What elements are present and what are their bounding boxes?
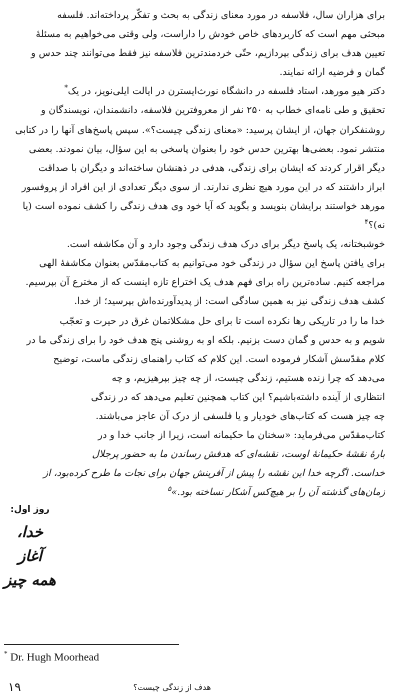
text-line: گمان و فرضیه ارائه نمایند. — [279, 67, 385, 79]
footnote-ref-4: ۴ — [364, 217, 369, 226]
text-line: منتشر نمود. بعضی‌ها بهترین حدس خود را بعنوان پاسخی به این سؤال، بیان نمودند. بعضی — [28, 143, 385, 155]
margin-note-day: روز اول: — [10, 505, 50, 515]
footnote-marker: * — [64, 84, 68, 93]
footnote-marker: * — [4, 650, 8, 658]
paragraph-4 — [12, 312, 395, 503]
text-line: کتاب‌مقدّس می‌فرماید: «سخنان ما حکیمانه است، زیرا از جانب خدا و در — [97, 430, 385, 442]
text-line: دیگر اقرار کردند که ایشان برای زندگی، هدفی در ذهنشان ساخته‌اند و دیگران با صداقت — [38, 162, 385, 174]
text-line: مبحثی مهم است که کاربردهای خاص خودش را داراست، ولی وقتی می‌خواهیم به مسئلهٔ — [35, 29, 385, 41]
paragraph-1 — [12, 6, 395, 82]
text-line: برای هزاران سال، فلاسفه در مورد معنای زندگی به بحث و تفکّر پرداخته‌اند. فلسفه — [57, 10, 385, 21]
text-line: خداست. اگرچه خدا این نقشه را پیش از آفرینش جهان برای نجات ما طرح کرده‌بود، از — [43, 468, 385, 480]
page-number: ۱۹ — [8, 680, 21, 694]
text-line: تحقیق و طی نامه‌ای خطاب به ۲۵۰ نفر از معروفترین فلاسفه، دانشمندان، نویسندگان و — [40, 105, 385, 117]
text-line: مورهد خواستند برایشان بنویسد و بگوید که آیا خود وی هدف زندگی را کشف نموده است (یا — [22, 200, 385, 212]
footnote-text: Dr. Hugh Moorhead — [10, 651, 100, 664]
footnote-ref-5: ۵ — [167, 485, 172, 494]
paragraph-3 — [12, 235, 395, 311]
margin-note-line: همه چیز — [4, 571, 56, 589]
footnote-divider — [4, 644, 179, 645]
text-line: زمان‌های گذشته آن را بر هیچ‌کس آشکار نساخته بود.»$^۵$ — [167, 485, 385, 499]
text-line: بارهٔ نقشهٔ حکیمانهٔ اوست، نقشه‌ای که هدفش رساندن ما به حضور پرجلال — [92, 449, 385, 461]
body-text — [12, 6, 395, 502]
text-line: کلام مقدّسش آشکار فرموده است. این کلام که کتاب راهنمای زندگی ماست، توضیح — [53, 353, 385, 365]
text-line: خوشبختانه، یک پاسخ دیگر برای درک هدف زندگی وجود دارد و آن مکاشفه است. — [66, 239, 385, 251]
margin-note-line: آغاز — [18, 547, 42, 565]
text-line: خدا ما را در تاریکی رها نکرده است تا برای حل مشکلاتمان غرق در حیرت و تعجّب — [59, 315, 385, 327]
text-line: نه)؟$^۴$ — [364, 217, 385, 232]
footnote — [4, 650, 99, 664]
text-line: کشف هدف زندگی نیز به همین سادگی است: از پدیدآورنده‌اش بپرسید؛ از خدا. — [74, 296, 385, 308]
text-line: می‌دهد که چرا زنده هستیم، زندگی چیست، از چه چیز بپرهیزیم، و چه — [111, 372, 385, 384]
text-line: شویم و به حدس و گمان دست بزنیم. بلکه او به روشنی پنج هدف خود را برای زندگی ما در — [26, 334, 385, 346]
paragraph-2 — [12, 82, 395, 235]
text-line: چه چیز هست که کتاب‌های خودیار و یا فلسفی از درک آن عاجز می‌باشند. — [95, 410, 385, 422]
text-line: مراجعه کنیم. ساده‌ترین راه برای فهم هدف یک اختراع تازه اینست که از مخترع آن بپرسیم. — [25, 277, 385, 289]
text-line: برای یافتن پاسخ این سؤال در زندگی خود می‌توانیم به کتاب‌مقدّس بعنوان مکاشفهٔ الهی — [39, 258, 385, 270]
running-title: هدف از زندگی چیست؟ — [133, 683, 211, 692]
margin-note-line: خدا، — [16, 523, 44, 541]
margin-note — [4, 500, 56, 592]
text-line: دکتر هیو مورهد، استاد فلسفه در دانشگاه نورث‌ایسترن در ایالت ایلی‌نویز، در یک* — [64, 84, 385, 98]
text-line: تعیین هدف برای زندگی بپردازیم، حتّی خردمندترین فلاسفه نیز فقط می‌توانند چند حدس و — [31, 48, 385, 60]
text-line: روشنفکران جهان، از ایشان پرسید: «معنای زندگی چیست؟». سپس پاسخ‌های آنها را در کتابی — [15, 124, 385, 136]
text-line: انتظاری از آینده داشته‌باشیم؟ این کتاب همچنین تعلیم می‌دهد که در زندگی — [90, 391, 385, 403]
text-line: ابراز داشتند که در این مورد هیچ نظری ندارند. از سوی دیگر تعدادی از این افراد از پروفسور — [21, 181, 385, 193]
